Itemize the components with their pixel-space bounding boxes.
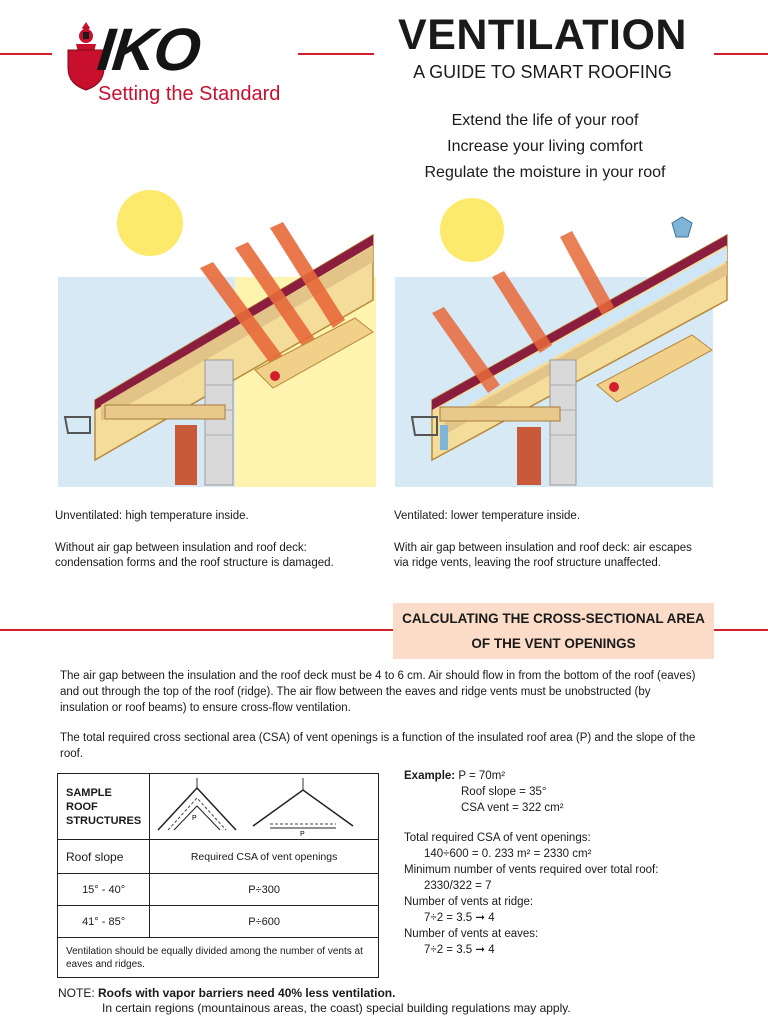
note-line2: In certain regions (mountainous areas, the coast) special building regulations may apply. (102, 1001, 571, 1015)
diagram-label: P (192, 814, 197, 822)
example-step-line: 7÷2 = 3.5 ➞ 4 (424, 912, 495, 924)
brand-logo (62, 14, 282, 110)
example-step-line: Minimum number of vents required over total roof: (404, 864, 659, 876)
sample-label-line: STRUCTURES (66, 814, 142, 827)
csa-cell: P÷600 (150, 906, 379, 938)
example-step-line: 7÷2 = 3.5 ➞ 4 (424, 944, 495, 956)
caption-heading: Ventilated: lower temperature inside. (394, 510, 581, 522)
calc-heading-line: OF THE VENT OPENINGS (471, 636, 636, 651)
example-csa-vent: CSA vent = 322 cm² (461, 802, 564, 814)
tagline: Setting the Standard (98, 83, 281, 105)
header-rule-mid (298, 53, 374, 55)
caption-heading: Unventilated: high temperature inside. (55, 510, 249, 522)
caption-description: Without air gap between insulation and roof deck: condensation forms and the roof structure is damaged. (55, 542, 334, 569)
table-footnote-row (58, 938, 379, 978)
example-step-line: 140÷600 = 0. 233 m² = 2330 cm² (424, 848, 592, 860)
ventilated-roof-illustration (392, 195, 732, 490)
header-rule-left (0, 53, 52, 55)
slope-cell: 41° - 85° (58, 906, 150, 938)
sun-icon (440, 198, 504, 262)
table-row (58, 840, 379, 874)
example-calculation (404, 768, 724, 958)
note-prefix: NOTE: (58, 986, 99, 1000)
slope-cell: 15° - 40° (58, 874, 150, 906)
sample-label-line: SAMPLE (66, 786, 112, 799)
example-slope: Roof slope = 35° (461, 786, 547, 798)
body-paragraph (60, 668, 700, 716)
csa-cell: P÷300 (150, 874, 379, 906)
benefits-list (380, 108, 710, 186)
section-rule-right (714, 629, 768, 631)
calc-heading-callout (393, 603, 714, 659)
benefit-item: Increase your living comfort (447, 138, 643, 155)
paragraph-text: The total required cross sectional area (CSA) of vent openings is a function of the insulated roof area (P) and the slope of the roof. (60, 732, 696, 760)
unventilated-caption (55, 509, 375, 588)
steep-roof-diagram (150, 776, 245, 838)
col-header-csa: Required CSA of vent openings (150, 840, 379, 874)
header-rule-right (714, 53, 768, 55)
example-step-line: Number of vents at eaves: (404, 928, 539, 940)
caption-description: With air gap between insulation and roof deck: air escapes via ridge vents, leaving the roof structure unaffected. (394, 542, 692, 569)
benefit-item: Extend the life of your roof (451, 112, 639, 129)
page-subtitle: A GUIDE TO SMART ROOFING (413, 62, 672, 82)
sample-label-cell (58, 774, 150, 840)
section-rule-left (0, 629, 393, 631)
page-title: VENTILATION (398, 11, 687, 59)
example-label: Example: (404, 770, 456, 782)
table-row (58, 906, 379, 938)
example-steps (404, 830, 724, 958)
vapor-barrier-note (58, 986, 748, 1016)
unventilated-roof-illustration (55, 190, 377, 490)
benefit-item: Regulate the moisture in your roof (424, 164, 666, 181)
sample-label-line: ROOF (66, 800, 98, 813)
diagram-label: P (300, 830, 305, 838)
paragraph-text: The air gap between the insulation and the roof deck must be 4 to 6 cm. Air should flow in from the bottom of the roof (eaves) and out through the top of the roof (ridge). The air flow between the eaves and ridge vents must be unobstructed (by insulation or roof beams) to ensure cross-flow ventilation. (60, 670, 696, 714)
roof-diagrams-cell (150, 774, 379, 840)
sun-icon (117, 190, 183, 256)
col-header-slope: Roof slope (58, 840, 150, 874)
calc-heading-line: CALCULATING THE CROSS-SECTIONAL AREA (402, 611, 705, 626)
shallow-roof-diagram (248, 776, 358, 838)
example-step-line: Total required CSA of vent openings: (404, 832, 591, 844)
ventilated-caption (394, 509, 694, 588)
brand-name: IKO (94, 16, 203, 83)
example-p-value: P = 70m² (458, 770, 506, 782)
body-paragraph (60, 730, 700, 762)
table-header-row (58, 774, 379, 840)
table-row (58, 874, 379, 906)
table-footnote: Ventilation should be equally divided among the number of vents at eaves and ridges. (58, 938, 379, 978)
example-step-line: 2330/322 = 7 (424, 880, 492, 892)
note-bold: Roofs with vapor barriers need 40% less ventilation. (98, 986, 396, 1000)
example-step-line: Number of vents at ridge: (404, 896, 534, 908)
roof-structures-table (57, 773, 379, 978)
